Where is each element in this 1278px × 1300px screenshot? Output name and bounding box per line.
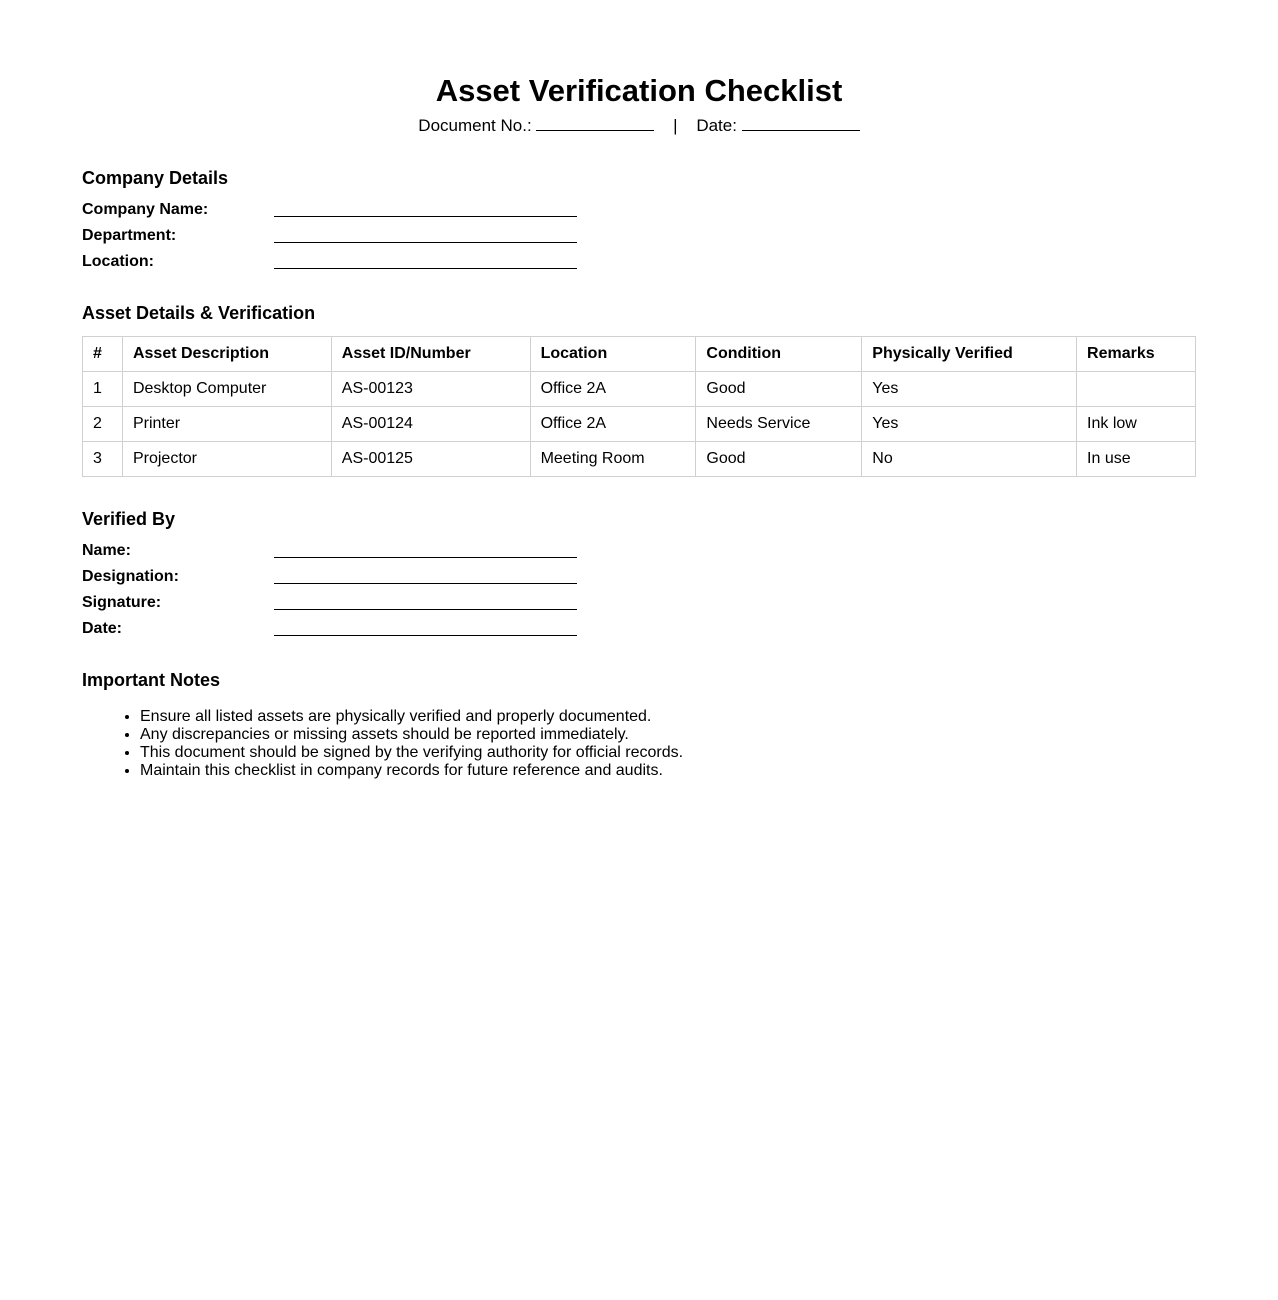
company-name-label: Company Name:: [82, 201, 209, 218]
location-line: [274, 268, 577, 269]
verifier-designation-field: [82, 566, 582, 588]
verified-by-heading: Verified By: [82, 509, 176, 529]
list-item: • Ensure all listed assets are physically verified and properly documented.: [140, 708, 683, 726]
department-label: Department:: [82, 227, 177, 244]
verifier-name-field: [82, 540, 582, 562]
cell-remarks: In use: [1077, 442, 1196, 477]
list-item: • This document should be signed by the verifying authority for official records.: [140, 744, 683, 762]
page-title: Asset Verification Checklist: [435, 73, 843, 108]
location-field: [82, 251, 582, 273]
cell-number: 1: [83, 372, 123, 407]
cell-condition: Needs Service: [696, 407, 862, 442]
table-row: [83, 372, 1196, 407]
verifier-signature-label: Signature:: [82, 594, 162, 611]
column-header-location: Location: [530, 337, 696, 372]
cell-condition: Good: [696, 442, 862, 477]
department-line: [274, 242, 577, 243]
cell-location: Meeting Room: [530, 442, 696, 477]
table-row: [83, 442, 1196, 477]
verifier-designation-label: Designation:: [82, 568, 179, 585]
location-label: Location:: [82, 253, 154, 270]
cell-number: 3: [83, 442, 123, 477]
cell-verified: Yes: [862, 372, 1077, 407]
asset-table: [82, 336, 1196, 477]
verifier-name-line: [274, 557, 577, 558]
column-header-condition: Condition: [696, 337, 862, 372]
cell-remarks: Ink low: [1077, 407, 1196, 442]
column-header-description: Asset Description: [122, 337, 331, 372]
cell-verified: No: [862, 442, 1077, 477]
list-item: • Any discrepancies or missing assets should be reported immediately.: [140, 726, 683, 744]
column-header-verified: Physically Verified: [862, 337, 1077, 372]
verifier-date-line: [274, 635, 577, 636]
cell-condition: Good: [696, 372, 862, 407]
asset-details-heading: Asset Details & Verification: [82, 303, 316, 323]
meta-separator: |: [673, 116, 678, 135]
cell-description: Printer: [122, 407, 331, 442]
cell-description: Desktop Computer: [122, 372, 331, 407]
company-details-heading: Company Details: [82, 168, 229, 188]
verifier-designation-line: [274, 583, 577, 584]
table-row: [83, 407, 1196, 442]
notes-list: [82, 708, 683, 780]
verifier-date-label: Date:: [82, 620, 123, 637]
company-name-field: [82, 199, 582, 221]
cell-number: 2: [83, 407, 123, 442]
document-date-blank: [742, 114, 860, 131]
important-notes-heading: Important Notes: [82, 670, 221, 690]
column-header-number: #: [83, 337, 123, 372]
cell-asset-id: AS-00125: [331, 442, 530, 477]
verifier-signature-field: [82, 592, 582, 614]
verifier-date-field: [82, 618, 582, 640]
document-date-label: Date:: [696, 116, 737, 135]
verifier-signature-line: [274, 609, 577, 610]
cell-location: Office 2A: [530, 372, 696, 407]
cell-location: Office 2A: [530, 407, 696, 442]
document-number-blank: [536, 114, 654, 131]
list-item: • Maintain this checklist in company records for future reference and audits.: [140, 762, 683, 780]
document-number-label: Document No.:: [418, 116, 532, 135]
department-field: [82, 225, 582, 247]
verifier-name-label: Name:: [82, 542, 131, 559]
column-header-remarks: Remarks: [1077, 337, 1196, 372]
document-meta-line: [0, 114, 1278, 137]
cell-description: Projector: [122, 442, 331, 477]
column-header-asset-id: Asset ID/Number: [331, 337, 530, 372]
cell-asset-id: AS-00124: [331, 407, 530, 442]
cell-verified: Yes: [862, 407, 1077, 442]
cell-remarks: [1077, 372, 1196, 407]
company-name-line: [274, 216, 577, 217]
cell-asset-id: AS-00123: [331, 372, 530, 407]
table-header-row: [83, 337, 1196, 372]
